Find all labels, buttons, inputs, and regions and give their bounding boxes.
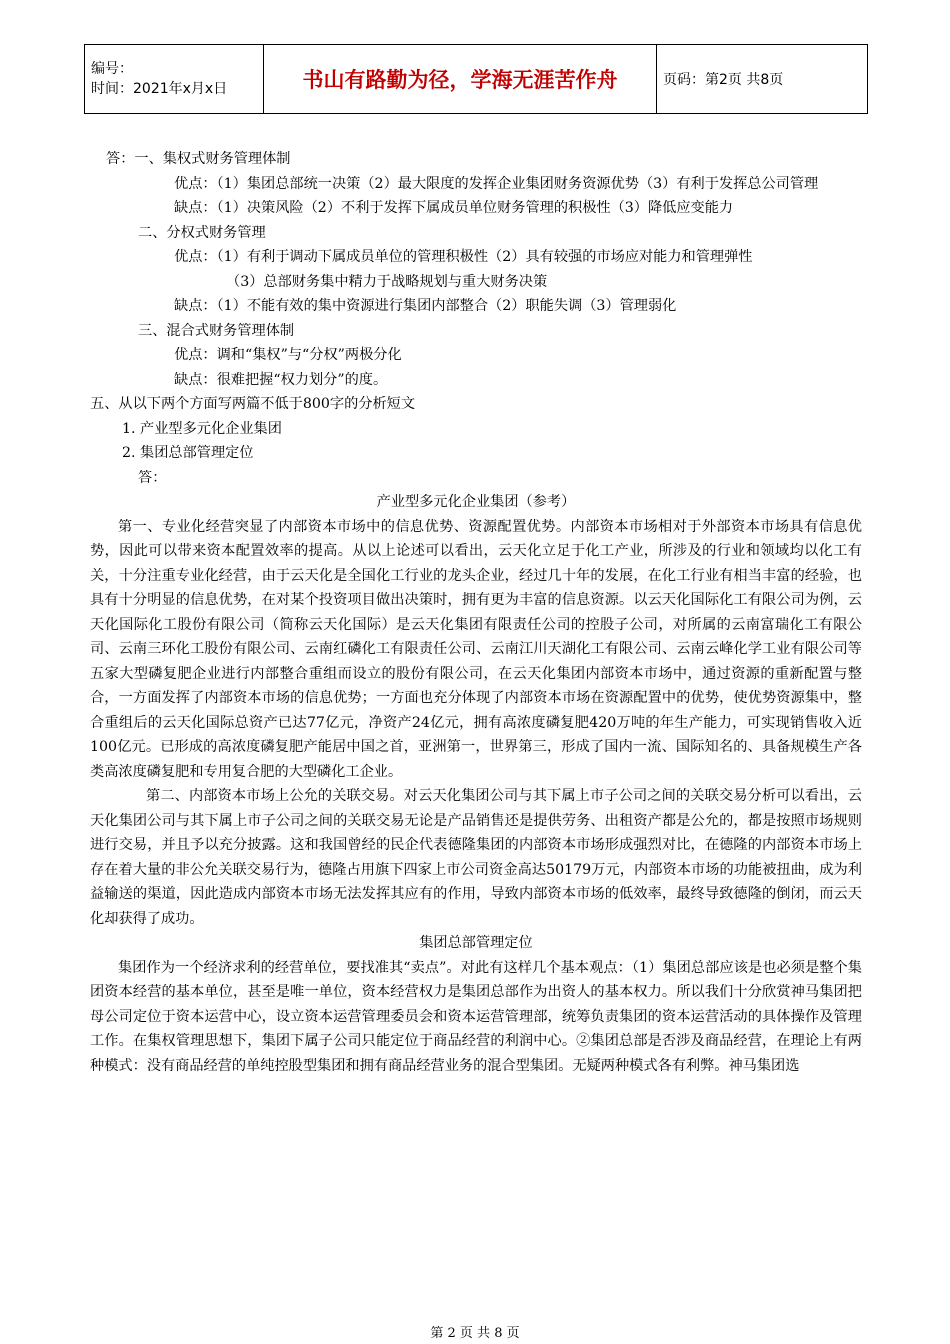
time-label: 时间：2021年x月x日 bbox=[91, 81, 228, 97]
document-body bbox=[90, 147, 862, 1078]
essay-1-para-1: 第一、专业化经营突显了内部资本市场中的信息优势、资源配置优势。内部资本市场相对于外部资本市场具有信息优势，因此可以带来资本配置效率的提高。从以上论述可以看出，云天化立足于化工产业，所涉及的行业和领域均以化工有关，十分注重专业化经营，由于云天化是全国化工行业的龙头企业，经过几十年的发展，在化工行业有相当丰富的经验，也具有十分明显的信息优势，在对某个投资项目做出决策时，拥有更为丰富的信息资源。以云天化国际化工有限公司为例，云天化国际化工股份有限公司（简称云天化国际）是云天化集团有限责任公司的控股子公司，对所属的云南富瑞化工有限公司、云南三环化工股份有限公司、云南红磷化工有限责任公司、云南江川天湖化工有限公司、云南云峰化学工业有限公司等五家大型磷复肥企业进行内部整合重组而设立的股份有限公司，在云天化集团内部资本市场中，通过资源的重新配置与整合，一方面发挥了内部资本市场的信息优势；一方面也充分体现了内部资本市场在资源配置中的优势，使优势资源集中，整合重组后的云天化国际总资产已达77亿元，净资产24亿元，拥有高浓度磷复肥420万吨的年生产能力，可实现销售收入近100亿元。已形成的高浓度磷复肥产能居中国之首，亚洲第一，世界第三，形成了国内一流、国际知名的、具备规模生产各类高浓度磷复肥和专用复合肥的大型磷化工企业。 bbox=[90, 518, 862, 780]
pros-2-cont: （3）总部财务集中精力于战略规划与重大财务决策 bbox=[226, 273, 548, 290]
pros-2: 优点：（1）有利于调动下属成员单位的管理积极性（2）具有较强的市场应对能力和管理弹性 bbox=[174, 249, 753, 265]
topic-2: 2. 集团总部管理定位 bbox=[122, 445, 254, 461]
page-footer: 第 2 页 共 8 页 bbox=[430, 1326, 520, 1341]
essay-1-para-2: 第二、内部资本市场上公允的关联交易。对云天化集团公司与其下属上市子公司之间的关联交易分析可以看出，云天化集团公司与其下属上市子公司之间的关联交易无论是产品销售还是提供劳务、出租资产都是公允的，都是按照市场规则进行交易，并且予以充分披露。这和我国曾经的民企代表德隆集团的内部资本市场形成强烈对比，在德隆的内部资本市场上存在着大量的非公允关联交易行为，德隆占用旗下四家上市公司资金高达50179万元，内部资本市场的功能被扭曲，成为利益输送的渠道，因此造成内部资本市场无法发挥其应有的作用，导致内部资本市场的低效率，最终导致德隆的倒闭，而云天化却获得了成功。 bbox=[90, 788, 862, 927]
pros-3: 优点：调和“集权”与“分权”两极分化 bbox=[174, 347, 402, 363]
header-table bbox=[84, 44, 868, 114]
header-meta bbox=[85, 45, 264, 114]
answer-label: 答： bbox=[138, 469, 167, 486]
answer-heading-3: 三、混合式财务管理体制 bbox=[138, 322, 295, 339]
cons-3: 缺点：很难把握“权力划分”的度。 bbox=[174, 371, 388, 388]
answer-heading-2: 二、分权式财务管理 bbox=[138, 224, 266, 241]
essay-title-1: 产业型多元化企业集团（参考） bbox=[376, 494, 576, 510]
topic-1: 1. 产业型多元化企业集团 bbox=[122, 420, 282, 437]
motto: 书山有路勤为径，学海无涯苦作舟 bbox=[264, 45, 657, 114]
essay-2-para-1: 集团作为一个经济求利的经营单位，要找准其“卖点”。对此有这样几个基本观点：（1）集团总部应该是也必须是整个集团资本经营的基本单位，甚至是唯一单位，资本经营权力是集团总部作为出资人的基本权力。所以我们十分欣赏神马集团把母公司定位于资本运营中心，设立资本运营管理委员会和资本运营管理部，统筹负责集团的资本运营活动的具体操作及管理工作。在集权管理思想下，集团下属子公司只能定位于商品经营的利润中心。②集团总部是否涉及商品经营，在理论上有两种模式：没有商品经营的单纯控股型集团和拥有商品经营业务的混合型集团。无疑两种模式各有利弊。神马集团选 bbox=[90, 959, 862, 1074]
question-5: 五、从以下两个方面写两篇不低于800字的分析短文 bbox=[90, 396, 416, 412]
pros-1: 优点：（1）集团总部统一决策（2）最大限度的发挥企业集团财务资源优势（3）有利于发挥总公司管理 bbox=[174, 175, 819, 192]
answer-heading-1: 答：一、集权式财务管理体制 bbox=[106, 151, 291, 167]
page-info: 页码：第2页 共8页 bbox=[657, 45, 868, 114]
cons-2: 缺点：（1）不能有效的集中资源进行集团内部整合（2）职能失调（3）管理弱化 bbox=[174, 298, 677, 314]
number-label: 编号： bbox=[91, 61, 133, 77]
cons-1: 缺点：（1）决策风险（2）不利于发挥下属成员单位财务管理的积极性（3）降低应变能力 bbox=[174, 200, 734, 216]
essay-title-2: 集团总部管理定位 bbox=[419, 935, 533, 951]
